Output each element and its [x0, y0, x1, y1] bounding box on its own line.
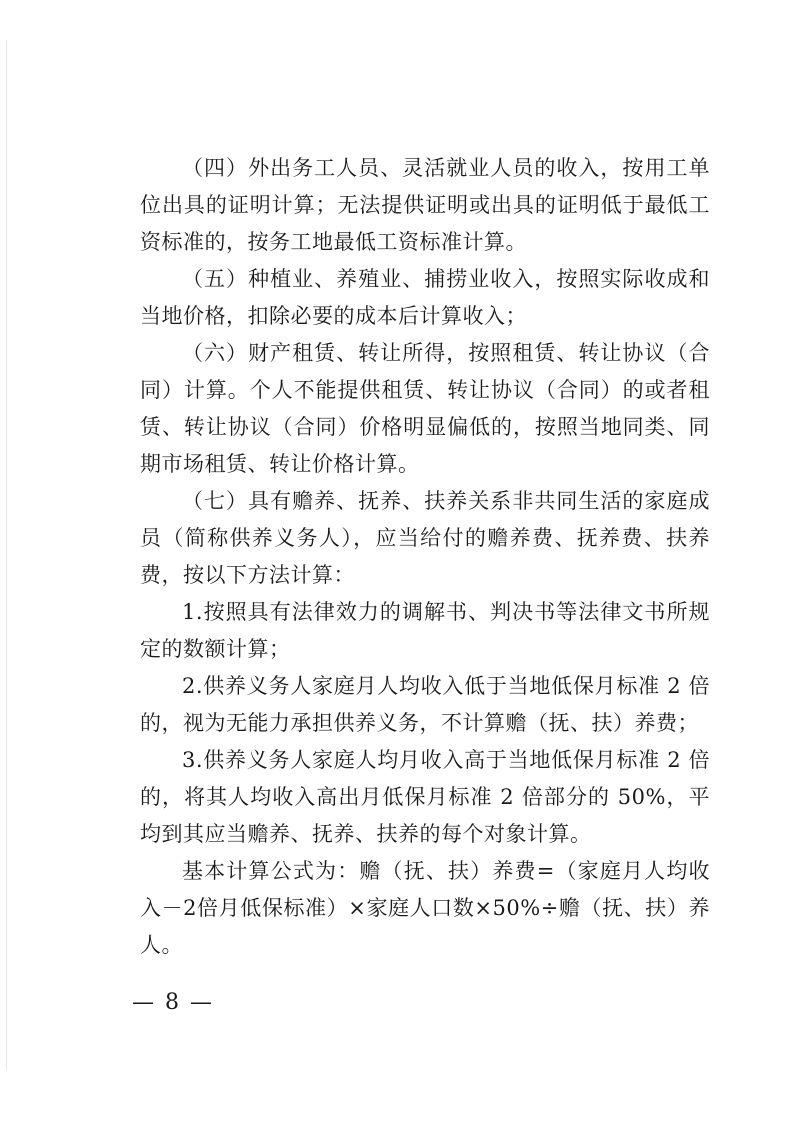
- scan-edge-line: [6, 40, 7, 1070]
- paragraph-formula: 基本计算公式为：赡（抚、扶）养费=（家庭月人均收入－2倍月低保标准）×家庭人口数×50%÷赡（抚、扶）养人。: [140, 859, 710, 957]
- page-number: — 8 —: [132, 990, 214, 1015]
- paragraph-method-3: 3.供养义务人家庭人均月收入高于当地低保月标准 2 倍的，将其人均收入高出月低保月标准 2 倍部分的 50%，平均到其应当赡养、抚养、扶养的每个对象计算。: [140, 748, 710, 846]
- paragraph-farming-income: （五）种植业、养殖业、捕捞业收入，按照实际收成和当地价格，扣除必要的成本后计算收入；: [140, 267, 710, 328]
- document-body: [140, 150, 710, 964]
- paragraph-method-1: 1.按照具有法律效力的调解书、判决书等法律文书所规定的数额计算；: [140, 600, 710, 661]
- paragraph-property-lease-income: （六）财产租赁、转让所得，按照租赁、转让协议（合同）计算。个人不能提供租赁、转让协议（合同）的或者租赁、转让协议（合同）价格明显偏低的，按照当地同类、同期市场租赁、转让价格计算。: [140, 341, 710, 476]
- paragraph-support-obligation: （七）具有赡养、抚养、扶养关系非共同生活的家庭成员（简称供养义务人），应当给付的赡养费、抚养费、扶养费，按以下方法计算：: [140, 489, 710, 587]
- paragraph-migrant-worker-income: （四）外出务工人员、灵活就业人员的收入，按用工单位出具的证明计算；无法提供证明或出具的证明低于最低工资标准的，按务工地最低工资标准计算。: [140, 156, 710, 254]
- paragraph-method-2: 2.供养义务人家庭月人均收入低于当地低保月标准 2 倍的，视为无能力承担供养义务，不计算赡（抚、扶）养费；: [140, 674, 710, 735]
